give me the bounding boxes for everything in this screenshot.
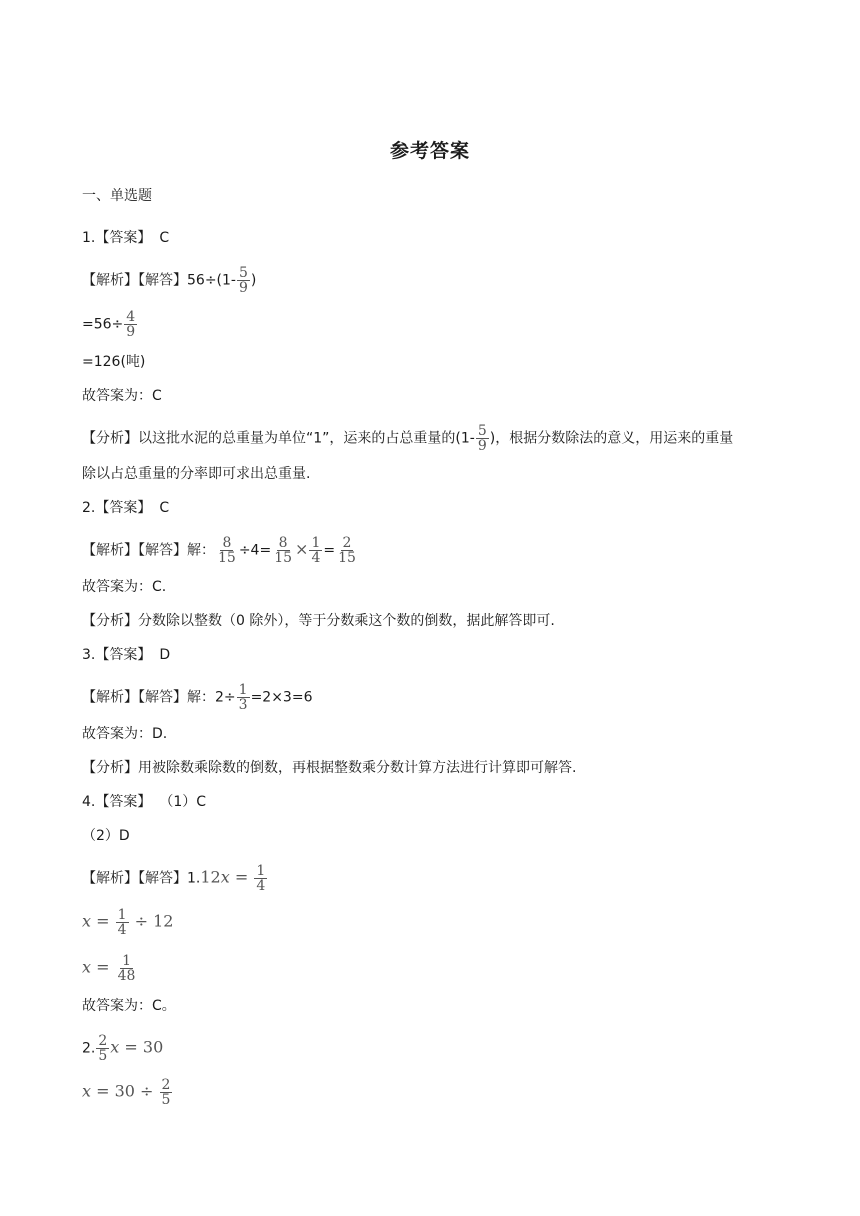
q3-solution xyxy=(82,683,312,712)
denominator: 4 xyxy=(256,878,266,894)
q4-part2-step2 xyxy=(82,1078,173,1107)
q1-answer xyxy=(82,228,169,248)
variable: x xyxy=(82,911,92,931)
q4-answer-part2: （2）D xyxy=(82,828,130,844)
denominator: 9 xyxy=(238,280,248,296)
q2-conclusion: 故答案为：C. xyxy=(82,579,167,595)
q2-analysis: 【分析】分数除以整数（0 除外），等于分数乘这个数的倒数，据此解答即可. xyxy=(82,613,555,629)
denominator: 3 xyxy=(238,697,248,713)
denominator: 4 xyxy=(117,922,127,938)
q4-solution-step1 xyxy=(82,864,268,893)
numerator: 8 xyxy=(278,535,288,551)
fraction xyxy=(336,536,358,565)
numerator: 2 xyxy=(342,535,352,551)
equals-sign: = xyxy=(323,542,336,559)
equation-lhs xyxy=(82,912,115,931)
fraction xyxy=(237,266,250,295)
q2-answer-value: C xyxy=(159,500,170,516)
section-heading: 一、单选题 xyxy=(82,188,152,204)
q4-solution-step2 xyxy=(82,908,173,937)
q1-analysis-line1 xyxy=(82,424,733,453)
q1-solution-step2 xyxy=(82,310,138,339)
numerator: 2 xyxy=(161,1077,171,1093)
q4-conclusion: 故答案为：C。 xyxy=(82,998,176,1014)
fraction xyxy=(309,536,322,565)
q4-answer xyxy=(82,792,206,812)
q2-answer-label: 2.【答案】 xyxy=(82,500,152,516)
numerator: 5 xyxy=(238,265,248,281)
q1-answer-value: C xyxy=(159,230,170,246)
variable: x xyxy=(82,1081,92,1101)
q3-answer-label: 3.【答案】 xyxy=(82,647,152,663)
q4-part2-step1 xyxy=(82,1034,163,1063)
q1-analysis-line2: 除以占总重量的分率即可求出总重量. xyxy=(82,466,311,482)
fraction xyxy=(96,1034,109,1063)
numerator: 5 xyxy=(477,423,487,439)
variable: x xyxy=(110,1037,120,1057)
numerator: 4 xyxy=(126,309,136,325)
q3-solution-prefix: 【解析】【解答】解：2÷ xyxy=(82,689,236,706)
q1-solution-prefix: 【解析】【解答】56÷(1- xyxy=(82,272,236,289)
equals-sign: = xyxy=(91,911,115,931)
denominator: 9 xyxy=(477,438,487,454)
equation-lhs xyxy=(82,1082,159,1101)
coefficient: 12 xyxy=(200,867,221,887)
q3-answer xyxy=(82,645,170,665)
q3-analysis: 【分析】用被除数乘除数的倒数，再根据整数乘分数计算方法进行计算即可解答. xyxy=(82,760,577,776)
q4-solution-prefix: 【解析】【解答】1. xyxy=(82,870,201,887)
variable: x xyxy=(220,867,230,887)
equation-lhs xyxy=(82,958,115,977)
numerator: 1 xyxy=(122,953,131,969)
division-term: = 30 ÷ xyxy=(91,1081,159,1101)
denominator: 5 xyxy=(161,1092,171,1108)
q2-answer xyxy=(82,498,169,518)
q4-answer-part1: （1）C xyxy=(159,794,207,810)
denominator: 15 xyxy=(274,550,293,566)
numerator: 1 xyxy=(117,907,127,923)
numerator: 1 xyxy=(238,682,248,698)
q2-solution-prefix: 【解析】【解答】解： xyxy=(82,542,215,559)
q1-solution-step3: =126(吨) xyxy=(82,354,146,370)
q1-solution-step1 xyxy=(82,266,256,295)
fraction xyxy=(237,683,250,712)
variable: x xyxy=(82,957,92,977)
q4-answer-label: 4.【答案】 xyxy=(82,794,152,810)
paren-close: ) xyxy=(250,272,257,289)
q2-solution xyxy=(82,536,359,565)
equation-rest xyxy=(110,1038,163,1057)
step-prefix: =56÷ xyxy=(82,316,124,333)
operator: ÷4= xyxy=(238,542,272,559)
fraction xyxy=(254,864,267,893)
fraction xyxy=(160,1078,173,1107)
q3-answer-value: D xyxy=(159,647,171,663)
q1-conclusion: 故答案为：C xyxy=(82,388,162,404)
fraction xyxy=(216,536,238,565)
denominator: 15 xyxy=(218,550,236,566)
equals-sign: = xyxy=(91,957,115,977)
equation-lhs xyxy=(200,868,253,887)
numerator: 1 xyxy=(256,863,266,879)
equals-sign: = xyxy=(229,867,254,887)
analysis-text: )，根据分数除法的意义，用运来的重量 xyxy=(489,430,734,447)
fraction xyxy=(116,908,129,937)
denominator: 9 xyxy=(126,324,136,340)
numerator: 2 xyxy=(98,1033,108,1049)
denominator: 15 xyxy=(338,550,356,566)
numerator: 8 xyxy=(222,535,232,551)
page-title: 参考答案 xyxy=(389,140,470,162)
numerator: 1 xyxy=(311,535,321,551)
q3-conclusion: 故答案为：D. xyxy=(82,726,168,742)
fraction xyxy=(476,424,489,453)
q4-solution-step3 xyxy=(82,954,138,983)
fraction xyxy=(116,954,138,983)
times-sign: × xyxy=(295,539,309,559)
denominator: 4 xyxy=(311,550,321,566)
fraction xyxy=(272,536,294,565)
part2-prefix: 2. xyxy=(82,1040,96,1057)
denominator: 48 xyxy=(117,968,136,984)
q1-answer-label: 1.【答案】 xyxy=(82,230,152,246)
q3-solution-rest: =2×3=6 xyxy=(250,689,313,706)
fraction xyxy=(124,310,137,339)
division-term: ÷ 12 xyxy=(129,911,174,931)
equals-thirty: = 30 xyxy=(119,1037,164,1057)
denominator: 5 xyxy=(98,1048,108,1064)
analysis-text: 【分析】以这批水泥的总重量为单位“1”，运来的占总重量的(1- xyxy=(82,430,475,447)
